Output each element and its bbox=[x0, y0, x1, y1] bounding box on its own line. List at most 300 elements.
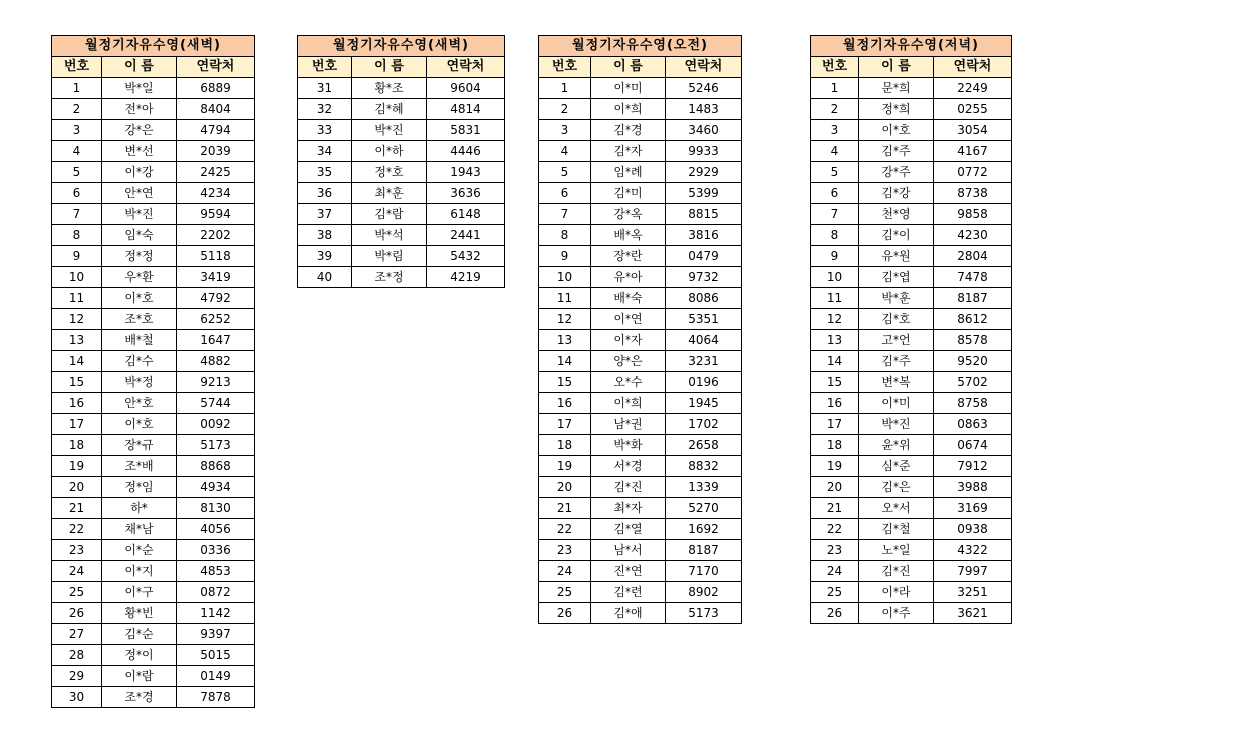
table-row bbox=[52, 141, 255, 162]
member-name: 김*미 bbox=[591, 183, 666, 204]
member-name: 이*하 bbox=[352, 141, 427, 162]
member-name: 김*주 bbox=[859, 141, 934, 162]
table-row bbox=[539, 582, 742, 603]
row-number: 7 bbox=[539, 204, 591, 225]
row-number: 23 bbox=[539, 540, 591, 561]
table-row bbox=[539, 435, 742, 456]
member-phone: 1142 bbox=[177, 603, 255, 624]
table-row bbox=[539, 162, 742, 183]
member-phone: 8612 bbox=[934, 309, 1012, 330]
table-title: 월정기자유수영(저녁) bbox=[811, 36, 1012, 57]
member-name: 서*경 bbox=[591, 456, 666, 477]
member-name: 이*강 bbox=[102, 162, 177, 183]
row-number: 40 bbox=[298, 267, 352, 288]
table-row bbox=[539, 183, 742, 204]
member-phone: 4853 bbox=[177, 561, 255, 582]
member-phone: 1339 bbox=[666, 477, 742, 498]
row-number: 24 bbox=[539, 561, 591, 582]
row-number: 18 bbox=[811, 435, 859, 456]
member-phone: 9732 bbox=[666, 267, 742, 288]
member-phone: 4064 bbox=[666, 330, 742, 351]
member-phone: 4234 bbox=[177, 183, 255, 204]
member-name: 심*준 bbox=[859, 456, 934, 477]
table-row bbox=[811, 372, 1012, 393]
table-row bbox=[52, 603, 255, 624]
member-phone: 0196 bbox=[666, 372, 742, 393]
row-number: 32 bbox=[298, 99, 352, 120]
table-row bbox=[52, 162, 255, 183]
column-header-name: 이 름 bbox=[591, 57, 666, 78]
member-name: 박*진 bbox=[102, 204, 177, 225]
row-number: 19 bbox=[52, 456, 102, 477]
member-name: 김*엽 bbox=[859, 267, 934, 288]
row-number: 11 bbox=[811, 288, 859, 309]
member-phone: 0938 bbox=[934, 519, 1012, 540]
table-row bbox=[52, 498, 255, 519]
row-number: 34 bbox=[298, 141, 352, 162]
member-name: 정*임 bbox=[102, 477, 177, 498]
row-number: 4 bbox=[811, 141, 859, 162]
member-phone: 8815 bbox=[666, 204, 742, 225]
column-header-phone: 연락처 bbox=[934, 57, 1012, 78]
table-row bbox=[539, 330, 742, 351]
member-name: 변*선 bbox=[102, 141, 177, 162]
member-phone: 3636 bbox=[427, 183, 505, 204]
table-row bbox=[52, 120, 255, 141]
row-number: 2 bbox=[52, 99, 102, 120]
member-phone: 4230 bbox=[934, 225, 1012, 246]
row-number: 4 bbox=[539, 141, 591, 162]
member-name: 임*숙 bbox=[102, 225, 177, 246]
member-name: 이*순 bbox=[102, 540, 177, 561]
member-name: 김*진 bbox=[591, 477, 666, 498]
member-phone: 6252 bbox=[177, 309, 255, 330]
member-name: 하* bbox=[102, 498, 177, 519]
table-row bbox=[52, 414, 255, 435]
table-row bbox=[811, 99, 1012, 120]
row-number: 8 bbox=[52, 225, 102, 246]
table-row bbox=[811, 456, 1012, 477]
member-name: 장*규 bbox=[102, 435, 177, 456]
member-phone: 4882 bbox=[177, 351, 255, 372]
table-row bbox=[52, 540, 255, 561]
member-phone: 3231 bbox=[666, 351, 742, 372]
table-row bbox=[52, 204, 255, 225]
table-row bbox=[539, 267, 742, 288]
table-row bbox=[52, 351, 255, 372]
table-row bbox=[811, 78, 1012, 99]
member-phone: 7912 bbox=[934, 456, 1012, 477]
table-row bbox=[52, 99, 255, 120]
member-phone: 3251 bbox=[934, 582, 1012, 603]
member-name: 김*수 bbox=[102, 351, 177, 372]
member-name: 노*일 bbox=[859, 540, 934, 561]
table-row bbox=[811, 246, 1012, 267]
roster-table-dawn-1 bbox=[51, 35, 255, 708]
table-row bbox=[298, 246, 505, 267]
member-phone: 4446 bbox=[427, 141, 505, 162]
table-row bbox=[811, 330, 1012, 351]
member-name: 정*이 bbox=[102, 645, 177, 666]
member-phone: 5831 bbox=[427, 120, 505, 141]
table-row bbox=[539, 246, 742, 267]
row-number: 25 bbox=[52, 582, 102, 603]
member-name: 정*정 bbox=[102, 246, 177, 267]
member-phone: 8086 bbox=[666, 288, 742, 309]
member-name: 김*람 bbox=[352, 204, 427, 225]
column-header-phone: 연락처 bbox=[177, 57, 255, 78]
member-phone: 8868 bbox=[177, 456, 255, 477]
member-name: 김*이 bbox=[859, 225, 934, 246]
table-row bbox=[52, 477, 255, 498]
member-name: 채*남 bbox=[102, 519, 177, 540]
member-phone: 1945 bbox=[666, 393, 742, 414]
table-row bbox=[52, 393, 255, 414]
member-phone: 0255 bbox=[934, 99, 1012, 120]
member-name: 박*화 bbox=[591, 435, 666, 456]
table-body bbox=[811, 78, 1012, 624]
member-name: 김*주 bbox=[859, 351, 934, 372]
member-name: 고*언 bbox=[859, 330, 934, 351]
member-name: 김*은 bbox=[859, 477, 934, 498]
member-phone: 9213 bbox=[177, 372, 255, 393]
table-row bbox=[52, 288, 255, 309]
member-name: 박*일 bbox=[102, 78, 177, 99]
member-name: 박*진 bbox=[352, 120, 427, 141]
table-row bbox=[539, 120, 742, 141]
table-row bbox=[539, 414, 742, 435]
member-phone: 2658 bbox=[666, 435, 742, 456]
row-number: 5 bbox=[539, 162, 591, 183]
member-name: 강*주 bbox=[859, 162, 934, 183]
row-number: 9 bbox=[539, 246, 591, 267]
table-row bbox=[539, 456, 742, 477]
row-number: 24 bbox=[811, 561, 859, 582]
table-row bbox=[539, 288, 742, 309]
table-row bbox=[811, 351, 1012, 372]
member-phone: 4056 bbox=[177, 519, 255, 540]
table-row bbox=[298, 162, 505, 183]
member-name: 진*연 bbox=[591, 561, 666, 582]
member-phone: 9594 bbox=[177, 204, 255, 225]
member-phone: 5173 bbox=[177, 435, 255, 456]
member-phone: 9858 bbox=[934, 204, 1012, 225]
row-number: 36 bbox=[298, 183, 352, 204]
member-name: 이*라 bbox=[859, 582, 934, 603]
member-name: 정*희 bbox=[859, 99, 934, 120]
member-phone: 0863 bbox=[934, 414, 1012, 435]
member-phone: 1483 bbox=[666, 99, 742, 120]
row-number: 15 bbox=[52, 372, 102, 393]
table-row bbox=[539, 309, 742, 330]
row-number: 7 bbox=[811, 204, 859, 225]
row-number: 21 bbox=[52, 498, 102, 519]
table-row bbox=[52, 267, 255, 288]
member-name: 이*미 bbox=[591, 78, 666, 99]
row-number: 10 bbox=[811, 267, 859, 288]
member-phone: 3988 bbox=[934, 477, 1012, 498]
member-name: 이*람 bbox=[102, 666, 177, 687]
table-row bbox=[811, 540, 1012, 561]
row-number: 38 bbox=[298, 225, 352, 246]
member-name: 임*례 bbox=[591, 162, 666, 183]
member-phone: 2039 bbox=[177, 141, 255, 162]
member-name: 배*숙 bbox=[591, 288, 666, 309]
row-number: 3 bbox=[539, 120, 591, 141]
row-number: 12 bbox=[539, 309, 591, 330]
table-row bbox=[811, 288, 1012, 309]
row-number: 3 bbox=[52, 120, 102, 141]
row-number: 17 bbox=[539, 414, 591, 435]
table-row bbox=[52, 78, 255, 99]
table-row bbox=[811, 141, 1012, 162]
member-phone: 8758 bbox=[934, 393, 1012, 414]
table-row bbox=[298, 120, 505, 141]
row-number: 5 bbox=[52, 162, 102, 183]
member-name: 전*아 bbox=[102, 99, 177, 120]
table-row bbox=[52, 372, 255, 393]
member-phone: 8187 bbox=[934, 288, 1012, 309]
member-phone: 0092 bbox=[177, 414, 255, 435]
member-phone: 8187 bbox=[666, 540, 742, 561]
member-name: 천*영 bbox=[859, 204, 934, 225]
table-row bbox=[539, 225, 742, 246]
member-name: 박*정 bbox=[102, 372, 177, 393]
member-phone: 0872 bbox=[177, 582, 255, 603]
member-phone: 1692 bbox=[666, 519, 742, 540]
member-phone: 5399 bbox=[666, 183, 742, 204]
column-header-name: 이 름 bbox=[352, 57, 427, 78]
member-phone: 5246 bbox=[666, 78, 742, 99]
member-name: 최*훈 bbox=[352, 183, 427, 204]
member-phone: 2804 bbox=[934, 246, 1012, 267]
member-name: 김*혜 bbox=[352, 99, 427, 120]
row-number: 35 bbox=[298, 162, 352, 183]
member-name: 박*진 bbox=[859, 414, 934, 435]
row-number: 2 bbox=[539, 99, 591, 120]
member-phone: 9604 bbox=[427, 78, 505, 99]
row-number: 16 bbox=[539, 393, 591, 414]
member-name: 김*강 bbox=[859, 183, 934, 204]
row-number: 14 bbox=[52, 351, 102, 372]
row-number: 6 bbox=[539, 183, 591, 204]
row-number: 21 bbox=[539, 498, 591, 519]
table-title: 월정기자유수영(새벽) bbox=[52, 36, 255, 57]
member-name: 양*은 bbox=[591, 351, 666, 372]
member-name: 안*호 bbox=[102, 393, 177, 414]
table-row bbox=[539, 477, 742, 498]
member-phone: 2441 bbox=[427, 225, 505, 246]
row-number: 2 bbox=[811, 99, 859, 120]
table-row bbox=[539, 498, 742, 519]
table-row bbox=[52, 246, 255, 267]
member-name: 이*미 bbox=[859, 393, 934, 414]
table-row bbox=[52, 309, 255, 330]
roster-table-morning bbox=[538, 35, 742, 624]
row-number: 16 bbox=[811, 393, 859, 414]
table-row bbox=[52, 666, 255, 687]
row-number: 20 bbox=[811, 477, 859, 498]
member-phone: 7170 bbox=[666, 561, 742, 582]
column-header-number: 번호 bbox=[811, 57, 859, 78]
member-phone: 4794 bbox=[177, 120, 255, 141]
column-header-phone: 연락처 bbox=[666, 57, 742, 78]
row-number: 25 bbox=[539, 582, 591, 603]
member-name: 이*호 bbox=[102, 414, 177, 435]
member-name: 조*정 bbox=[352, 267, 427, 288]
member-name: 조*배 bbox=[102, 456, 177, 477]
member-name: 이*희 bbox=[591, 393, 666, 414]
member-phone: 9933 bbox=[666, 141, 742, 162]
member-name: 김*순 bbox=[102, 624, 177, 645]
row-number: 30 bbox=[52, 687, 102, 708]
row-number: 26 bbox=[811, 603, 859, 624]
table-row bbox=[811, 393, 1012, 414]
row-number: 18 bbox=[52, 435, 102, 456]
member-phone: 6148 bbox=[427, 204, 505, 225]
row-number: 23 bbox=[52, 540, 102, 561]
table-row bbox=[298, 141, 505, 162]
member-phone: 9397 bbox=[177, 624, 255, 645]
table-row bbox=[539, 141, 742, 162]
table-row bbox=[539, 99, 742, 120]
table-row bbox=[298, 99, 505, 120]
column-header-number: 번호 bbox=[298, 57, 352, 78]
table-title: 월정기자유수영(오전) bbox=[539, 36, 742, 57]
member-name: 배*철 bbox=[102, 330, 177, 351]
member-name: 강*옥 bbox=[591, 204, 666, 225]
column-header-name: 이 름 bbox=[102, 57, 177, 78]
member-name: 김*경 bbox=[591, 120, 666, 141]
member-name: 최*자 bbox=[591, 498, 666, 519]
member-phone: 1647 bbox=[177, 330, 255, 351]
member-phone: 8738 bbox=[934, 183, 1012, 204]
member-name: 이*자 bbox=[591, 330, 666, 351]
member-name: 강*은 bbox=[102, 120, 177, 141]
row-number: 12 bbox=[52, 309, 102, 330]
member-phone: 4814 bbox=[427, 99, 505, 120]
member-name: 김*자 bbox=[591, 141, 666, 162]
row-number: 33 bbox=[298, 120, 352, 141]
table-row bbox=[298, 78, 505, 99]
row-number: 4 bbox=[52, 141, 102, 162]
table-row bbox=[539, 393, 742, 414]
table-row bbox=[298, 267, 505, 288]
row-number: 18 bbox=[539, 435, 591, 456]
member-phone: 5744 bbox=[177, 393, 255, 414]
table-row bbox=[811, 267, 1012, 288]
member-phone: 9520 bbox=[934, 351, 1012, 372]
member-name: 박*림 bbox=[352, 246, 427, 267]
table-row bbox=[811, 498, 1012, 519]
roster-table-evening bbox=[810, 35, 1012, 624]
row-number: 3 bbox=[811, 120, 859, 141]
table-row bbox=[52, 645, 255, 666]
table-row bbox=[811, 477, 1012, 498]
member-phone: 0772 bbox=[934, 162, 1012, 183]
table-row bbox=[539, 603, 742, 624]
table-row bbox=[539, 78, 742, 99]
member-phone: 8404 bbox=[177, 99, 255, 120]
row-number: 19 bbox=[811, 456, 859, 477]
table-row bbox=[811, 561, 1012, 582]
row-number: 22 bbox=[811, 519, 859, 540]
row-number: 29 bbox=[52, 666, 102, 687]
row-number: 6 bbox=[811, 183, 859, 204]
member-phone: 2425 bbox=[177, 162, 255, 183]
row-number: 9 bbox=[811, 246, 859, 267]
member-name: 김*진 bbox=[859, 561, 934, 582]
row-number: 9 bbox=[52, 246, 102, 267]
member-phone: 8578 bbox=[934, 330, 1012, 351]
row-number: 8 bbox=[811, 225, 859, 246]
member-phone: 4219 bbox=[427, 267, 505, 288]
table-body bbox=[539, 78, 742, 624]
member-phone: 8902 bbox=[666, 582, 742, 603]
row-number: 11 bbox=[52, 288, 102, 309]
row-number: 11 bbox=[539, 288, 591, 309]
member-name: 윤*위 bbox=[859, 435, 934, 456]
table-row bbox=[298, 225, 505, 246]
row-number: 6 bbox=[52, 183, 102, 204]
table-row bbox=[52, 435, 255, 456]
row-number: 16 bbox=[52, 393, 102, 414]
member-name: 이*구 bbox=[102, 582, 177, 603]
row-number: 15 bbox=[539, 372, 591, 393]
member-phone: 8832 bbox=[666, 456, 742, 477]
table-row bbox=[811, 183, 1012, 204]
member-name: 문*희 bbox=[859, 78, 934, 99]
table-body bbox=[52, 78, 255, 708]
member-phone: 5702 bbox=[934, 372, 1012, 393]
table-row bbox=[52, 456, 255, 477]
member-name: 안*연 bbox=[102, 183, 177, 204]
row-number: 7 bbox=[52, 204, 102, 225]
column-header-number: 번호 bbox=[52, 57, 102, 78]
row-number: 13 bbox=[811, 330, 859, 351]
row-number: 17 bbox=[52, 414, 102, 435]
member-name: 조*경 bbox=[102, 687, 177, 708]
row-number: 26 bbox=[539, 603, 591, 624]
row-number: 10 bbox=[539, 267, 591, 288]
member-name: 변*복 bbox=[859, 372, 934, 393]
row-number: 14 bbox=[539, 351, 591, 372]
member-name: 오*서 bbox=[859, 498, 934, 519]
row-number: 28 bbox=[52, 645, 102, 666]
row-number: 5 bbox=[811, 162, 859, 183]
row-number: 39 bbox=[298, 246, 352, 267]
table-row bbox=[539, 204, 742, 225]
row-number: 17 bbox=[811, 414, 859, 435]
member-name: 유*원 bbox=[859, 246, 934, 267]
member-name: 김*련 bbox=[591, 582, 666, 603]
member-phone: 3621 bbox=[934, 603, 1012, 624]
member-phone: 0336 bbox=[177, 540, 255, 561]
member-name: 정*호 bbox=[352, 162, 427, 183]
table-row bbox=[298, 183, 505, 204]
member-phone: 7878 bbox=[177, 687, 255, 708]
member-phone: 5432 bbox=[427, 246, 505, 267]
row-number: 20 bbox=[52, 477, 102, 498]
member-name: 김*호 bbox=[859, 309, 934, 330]
table-row bbox=[52, 519, 255, 540]
member-name: 박*훈 bbox=[859, 288, 934, 309]
row-number: 23 bbox=[811, 540, 859, 561]
member-phone: 5270 bbox=[666, 498, 742, 519]
row-number: 12 bbox=[811, 309, 859, 330]
row-number: 13 bbox=[539, 330, 591, 351]
member-name: 이*호 bbox=[102, 288, 177, 309]
